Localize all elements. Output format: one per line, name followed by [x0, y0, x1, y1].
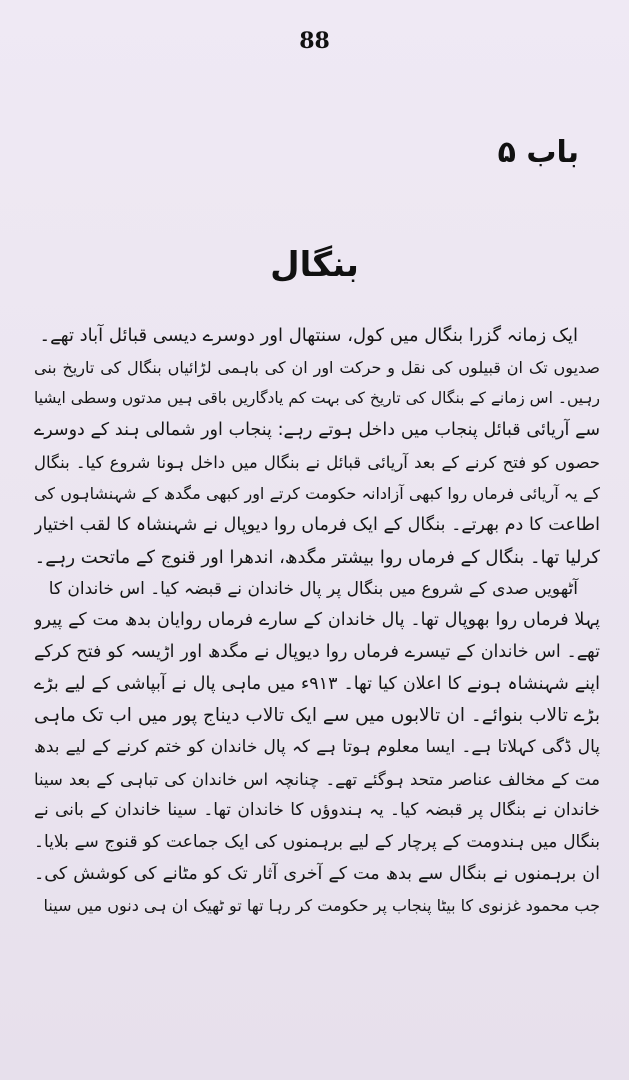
text-line: خاندان نے بنگال پر قبضہ کیا۔ یہ ہندوؤں کا خاندان تھا۔ سینا خاندان کے بانی نے	[34, 800, 600, 821]
text-line: کرلیا تھا۔ بنگال کے فرماں روا بیشتر مگدھ، اندھرا اور قنوج کے ماتحت رہے۔	[34, 546, 600, 568]
text-line: پال ڈگی کہلاتا ہے۔ ایسا معلوم ہوتا ہے کہ پال خاندان کو ختم کرنے کے لیے بدھ	[34, 736, 600, 757]
text-line: صدیوں تک ان قبیلوں کی نقل و حرکت اور ان کی باہمی لڑائیاں بنگال کی تاریخ بنی	[34, 357, 600, 377]
text-line: مت کے مخالف عناصر متحد ہوگئے تھے۔ چنانچہ اس خاندان کی تباہی کے بعد سینا	[34, 769, 600, 789]
text-line: ایک زمانہ گزرا بنگال میں کول، سنتھال اور دوسرے دیسی قبائل آباد تھے۔	[39, 325, 578, 346]
text-line: بنگال میں ہندومت کے پرچار کے لیے برہمنوں کی ایک جماعت کو قنوج سے بلایا۔	[34, 832, 600, 852]
page-number: 88	[299, 28, 330, 54]
chapter-label: باب ۵	[497, 135, 579, 170]
text-line: سے آریائی قبائل پنجاب میں داخل ہوتے رہے: پنجاب اور شمالی ہند کے دوسرے	[34, 420, 600, 441]
text-line: حصوں کو فتح کرنے کے بعد آریائی قبائل نے بنگال میں داخل ہونا شروع کیا۔ بنگال	[34, 452, 600, 472]
text-line: اطاعت کا دم بھرتے۔ بنگال کے ایک فرماں روا دیوپال نے شہنشاہ کا لقب اختیار	[34, 515, 600, 536]
text-line: کے یہ آریائی فرماں روا کبھی آزادانہ حکومت کرتے اور کبھی مگدھ کے شہنشاہوں کی	[34, 484, 600, 504]
text-line: پہلا فرماں روا بھوپال تھا۔ پال خاندان کے سارے فرماں روایان بدھ مت کے پیرو	[34, 610, 600, 631]
text-line: بڑے تالاب بنوائے۔ ان تالابوں میں سے ایک تالاب دیناج پور میں اب تک ماہی	[34, 705, 600, 727]
body-text	[34, 320, 600, 922]
paragraph-1	[34, 320, 600, 574]
text-line: رہیں۔ اس زمانے کے بنگال کی تاریخ کی بہت کم یادگاریں باقی ہیں مدتوں وسطی ایشیا	[34, 389, 600, 408]
text-line: آٹھویں صدی کے شروع میں بنگال پر پال خاندان نے قبضہ کیا۔ اس خاندان کا	[48, 578, 578, 599]
text-line: اپنے شہنشاہ ہونے کا اعلان کیا تھا۔ ۹۱۳ء میں ماہی پال نے آبپاشی کے لیے بڑے	[34, 673, 600, 694]
paragraph-2	[34, 574, 600, 923]
text-line: تھے۔ اس خاندان کے تیسرے فرماں روا دیوپال نے مگدھ اور اڑیسہ کو فتح کرکے	[34, 641, 600, 662]
chapter-title: بنگال	[270, 245, 359, 285]
text-line: جب محمود غزنوی کا بیٹا پنجاب پر حکومت کر رہا تھا تو ٹھیک ان ہی دنوں میں سینا	[43, 896, 600, 916]
text-line: ان برہمنوں نے بنگال سے بدھ مت کے آخری آثار تک کو مٹانے کی کوشش کی۔	[34, 863, 600, 884]
